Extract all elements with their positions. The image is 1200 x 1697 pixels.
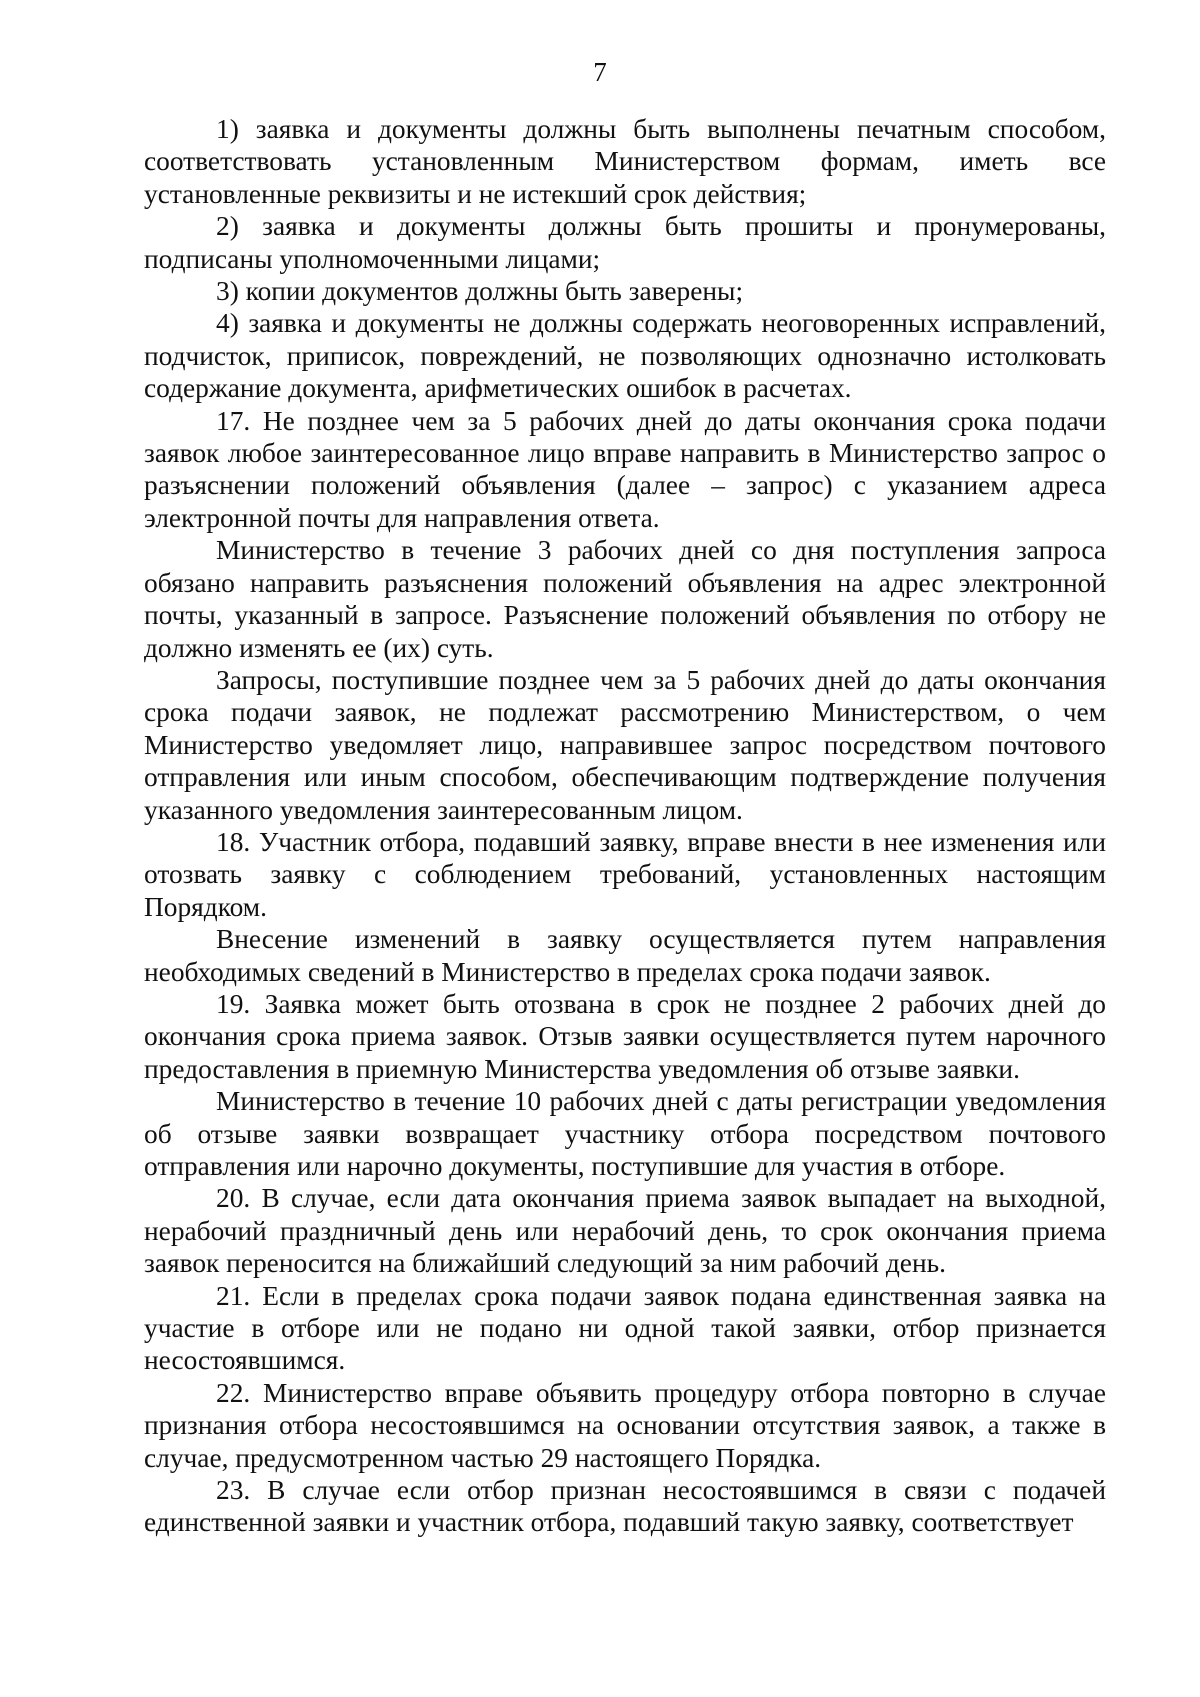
paragraph-requirement-3: 3) копии документов должны быть заверены; — [216, 276, 744, 307]
paragraph-clause-17-late-requests: Запросы, поступившие позднее чем за 5 рабочих дней до даты окончания срока подачи заявок, не подлежат рассмотрению Министерством, о чем Министерство уведомляет лицо, направившее запрос посредством почтового отправления или иным способом, обеспечивающим подтверждение получения указанного уведомления заинтересованным лицом. — [144, 664, 1106, 825]
paragraph-clause-23: 23. В случае если отбор признан несостоявшимся в связи с подачей единственной заявки и участник отбора, подавший такую заявку, соответствует — [144, 1475, 1106, 1538]
paragraph-requirement-4: 4) заявка и документы не должны содержать неоговоренных исправлений, подчисток, приписок, повреждений, не позволяющих однозначно истолковать содержание документа, арифметических ошибок в расчетах. — [144, 308, 1106, 404]
paragraph-clause-18: 18. Участник отбора, подавший заявку, вправе внести в нее изменения или отозвать заявку с соблюдением требований, установленных настоящим Порядком. — [144, 826, 1106, 922]
paragraph-requirement-2: 2) заявка и документы должны быть прошиты и пронумерованы, подписаны уполномоченными лицами; — [144, 211, 1106, 274]
paragraph-requirement-1: 1) заявка и документы должны быть выполнены печатным способом, соответствовать установленным Министерством формам, иметь все установленные реквизиты и не истекший срок действия; — [144, 114, 1106, 209]
paragraph-clause-19-return: Министерство в течение 10 рабочих дней с даты регистрации уведомления об отзыве заявки возвращает участнику отбора посредством почтового отправления или нарочно документы, поступившие для участия в отборе. — [144, 1086, 1106, 1181]
document-body — [144, 113, 1106, 1539]
paragraph-clause-21: 21. Если в пределах срока подачи заявок подана единственная заявка на участие в отборе или не подано ни одной такой заявки, отбор признается несостоявшимся. — [144, 1280, 1106, 1376]
paragraph-clause-22: 22. Министерство вправе объявить процедуру отбора повторно в случае признания отбора несостоявшимся на основании отсутствия заявок, а также в случае, предусмотренном частью 29 настоящего Порядка. — [144, 1377, 1106, 1473]
paragraph-clause-17: 17. Не позднее чем за 5 рабочих дней до даты окончания срока подачи заявок любое заинтересованное лицо вправе направить в Министерство запрос о разъяснении положений объявления (далее – запрос) с указанием адреса электронной почты для направления ответа. — [144, 405, 1106, 533]
paragraph-clause-19: 19. Заявка может быть отозвана в срок не позднее 2 рабочих дней до окончания срока приема заявок. Отзыв заявки осуществляется путем нарочного предоставления в приемную Министерства уведомления об отзыве заявки. — [144, 988, 1106, 1084]
paragraph-clause-18-changes: Внесение изменений в заявку осуществляется путем направления необходимых сведений в Министерство в пределах срока подачи заявок. — [144, 924, 1106, 987]
paragraph-clause-17-response: Министерство в течение 3 рабочих дней со дня поступления запроса обязано направить разъяснения положений объявления на адрес электронной почты, указанный в запросе. Разъяснение положений объявления по отбору не должно изменять ее (их) суть. — [144, 535, 1106, 663]
paragraph-clause-20: 20. В случае, если дата окончания приема заявок выпадает на выходной, нерабочий праздничный день или нерабочий день, то срок окончания приема заявок переносится на ближайший следующий за ним рабочий день. — [144, 1183, 1106, 1279]
page-number: 7 — [593, 57, 607, 87]
